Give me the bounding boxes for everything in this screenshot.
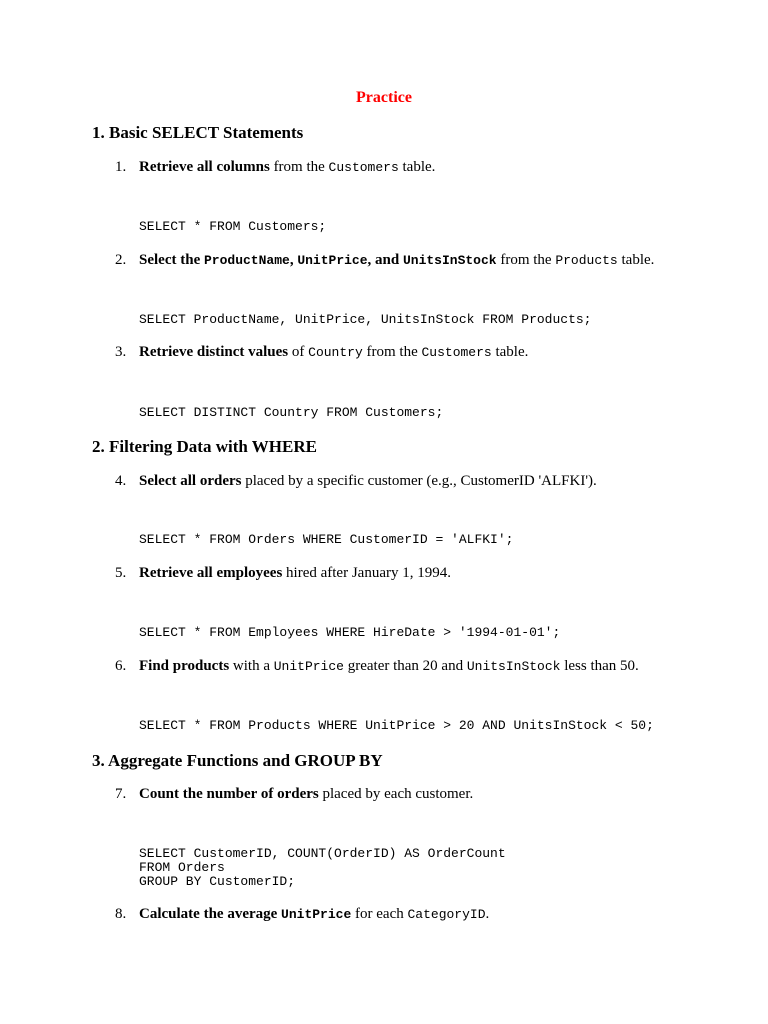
item-text-run: , and (367, 252, 403, 268)
item-text-run: from the (269, 159, 329, 175)
item-number: 8. (115, 906, 127, 922)
item-text-run: . (485, 906, 490, 922)
item-text-run: Count the number of orders (139, 786, 319, 802)
item-text-run: less than 50. (560, 658, 639, 674)
section-heading-aggregate: 3. Aggregate Functions and GROUP BY (92, 751, 383, 770)
item-text-run: Customers (421, 345, 492, 360)
list-item (115, 564, 451, 582)
item-text-run: with a (229, 658, 274, 674)
item-text (139, 564, 451, 582)
item-number: 1. (115, 159, 127, 175)
list-item (115, 251, 654, 270)
item-text-run: from the (362, 344, 422, 360)
item-text-run: Products (555, 253, 618, 268)
item-number: 2. (115, 252, 127, 268)
item-text-run: Find products (139, 658, 230, 674)
item-text-run: from the (496, 252, 556, 268)
list-item (115, 158, 435, 177)
item-text-run: Select all orders (139, 473, 242, 489)
code-block: SELECT CustomerID, COUNT(OrderID) AS OrderCount FROM Orders GROUP BY CustomerID; (139, 846, 506, 889)
item-text-run: table. (617, 252, 655, 268)
section-heading-basic-select: 1. Basic SELECT Statements (92, 123, 304, 142)
item-text-run: of (288, 344, 309, 360)
item-number: 4. (115, 473, 127, 489)
item-text-run: Retrieve all employees (139, 565, 283, 581)
item-text-run: Country (308, 345, 363, 360)
item-text-run: UnitPrice (273, 659, 344, 674)
code-block: SELECT * FROM Products WHERE UnitPrice > 20 AND UnitsInStock < 50; (139, 718, 654, 733)
item-number: 7. (115, 786, 127, 802)
item-text-run: UnitPrice (297, 253, 368, 268)
page-title: Practice (356, 89, 412, 106)
item-text-run: for each (351, 906, 408, 922)
item-text (139, 472, 597, 490)
item-text (139, 158, 435, 177)
list-item (115, 343, 528, 362)
code-block: SELECT * FROM Employees WHERE HireDate > '1994-01-01'; (139, 625, 561, 640)
item-text-run: table. (491, 344, 529, 360)
list-item (115, 472, 597, 490)
item-text (139, 343, 528, 362)
item-number: 6. (115, 658, 127, 674)
item-text-run: placed by each customer. (318, 786, 474, 802)
code-block: SELECT ProductName, UnitPrice, UnitsInStock FROM Products; (139, 312, 592, 327)
item-text-run: CategoryID (407, 907, 486, 922)
item-text-run: hired after January 1, 1994. (282, 565, 451, 581)
item-text-run: Calculate the average (139, 906, 282, 922)
item-text (139, 251, 654, 270)
item-text-run: greater than 20 and (343, 658, 467, 674)
item-text-run: ProductName (203, 253, 290, 268)
item-text (139, 905, 489, 924)
item-text-run: , (289, 252, 298, 268)
code-block: SELECT DISTINCT Country FROM Customers; (139, 405, 444, 420)
list-item (115, 657, 639, 676)
item-text (139, 657, 639, 676)
code-block: SELECT * FROM Orders WHERE CustomerID = 'ALFKI'; (139, 532, 514, 547)
item-text-run: UnitsInStock (402, 253, 497, 268)
item-text (139, 785, 473, 803)
item-text-run: Select the (139, 252, 204, 268)
item-text-run: Retrieve all columns (139, 159, 270, 175)
item-text-run: placed by a specific customer (e.g., CustomerID 'ALFKI'). (241, 473, 597, 489)
item-text-run: UnitPrice (281, 907, 352, 922)
item-text-run: table. (398, 159, 436, 175)
code-block: SELECT * FROM Customers; (139, 219, 327, 234)
list-item (115, 785, 473, 803)
list-item (115, 905, 489, 924)
item-text-run: Retrieve distinct values (139, 344, 289, 360)
item-text-run: Customers (328, 160, 399, 175)
item-text-run: UnitsInStock (466, 659, 561, 674)
item-number: 3. (115, 344, 127, 360)
item-number: 5. (115, 565, 127, 581)
section-heading-filtering: 2. Filtering Data with WHERE (92, 437, 317, 456)
